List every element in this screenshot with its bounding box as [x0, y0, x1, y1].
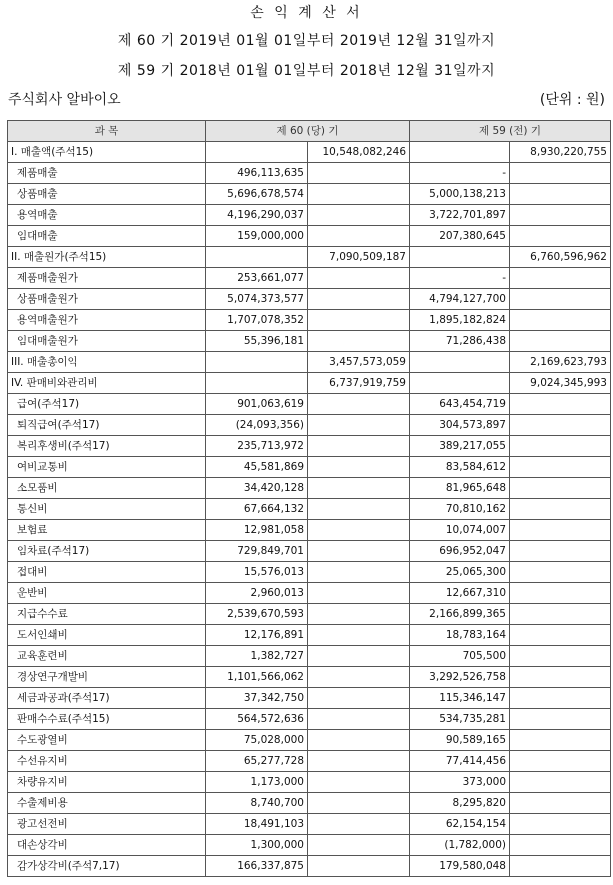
table-row — [8, 730, 611, 751]
table-row — [8, 625, 611, 646]
current-detail-amount: 253,661,077 — [206, 268, 308, 289]
current-detail-amount: 729,849,701 — [206, 541, 308, 562]
prior-total-amount — [510, 562, 611, 583]
prior-total-amount — [510, 730, 611, 751]
table-row — [8, 415, 611, 436]
table-row — [8, 772, 611, 793]
current-total-amount: 6,737,919,759 — [308, 373, 410, 394]
prior-detail-amount: 643,454,719 — [410, 394, 510, 415]
prior-detail-amount: 70,810,162 — [410, 499, 510, 520]
current-detail-amount: 159,000,000 — [206, 226, 308, 247]
current-total-amount — [308, 520, 410, 541]
prior-detail-amount: 696,952,047 — [410, 541, 510, 562]
current-detail-amount: 45,581,869 — [206, 457, 308, 478]
prior-detail-amount: 83,584,612 — [410, 457, 510, 478]
current-total-amount: 10,548,082,246 — [308, 142, 410, 163]
prior-total-amount — [510, 268, 611, 289]
current-detail-amount: 37,342,750 — [206, 688, 308, 709]
current-detail-amount: 8,740,700 — [206, 793, 308, 814]
table-row — [8, 835, 611, 856]
prior-detail-amount: 25,065,300 — [410, 562, 510, 583]
current-detail-amount: 1,300,000 — [206, 835, 308, 856]
table-row — [8, 268, 611, 289]
table-body — [8, 142, 611, 877]
current-total-amount: 3,457,573,059 — [308, 352, 410, 373]
account-label: 광고선전비 — [8, 814, 206, 835]
prior-detail-amount: 705,500 — [410, 646, 510, 667]
account-label: 소모품비 — [8, 478, 206, 499]
current-detail-amount: 1,382,727 — [206, 646, 308, 667]
account-label: 임대매출 — [8, 226, 206, 247]
current-detail-amount: 496,113,635 — [206, 163, 308, 184]
prior-total-amount — [510, 289, 611, 310]
prior-total-amount — [510, 751, 611, 772]
prior-total-amount — [510, 163, 611, 184]
prior-total-amount — [510, 814, 611, 835]
prior-total-amount — [510, 583, 611, 604]
prior-total-amount — [510, 205, 611, 226]
current-total-amount — [308, 499, 410, 520]
prior-detail-amount — [410, 373, 510, 394]
current-detail-amount — [206, 142, 308, 163]
account-label: 지급수수료 — [8, 604, 206, 625]
prior-detail-amount: 3,292,526,758 — [410, 667, 510, 688]
prior-detail-amount: 304,573,897 — [410, 415, 510, 436]
account-label: I. 매출액(주석15) — [8, 142, 206, 163]
current-detail-amount: 5,696,678,574 — [206, 184, 308, 205]
current-total-amount — [308, 310, 410, 331]
table-row — [8, 709, 611, 730]
prior-total-amount — [510, 541, 611, 562]
account-label: 교육훈련비 — [8, 646, 206, 667]
current-total-amount — [308, 541, 410, 562]
current-detail-amount: (24,093,356) — [206, 415, 308, 436]
header-account: 과 목 — [8, 121, 206, 142]
account-label: 임대매출원가 — [8, 331, 206, 352]
header-prior-period: 제 59 (전) 기 — [410, 121, 611, 142]
table-row — [8, 331, 611, 352]
current-total-amount — [308, 415, 410, 436]
statement-title: 손 익 계 산 서 — [250, 5, 363, 21]
prior-detail-amount: 3,722,701,897 — [410, 205, 510, 226]
current-total-amount — [308, 457, 410, 478]
prior-total-amount — [510, 457, 611, 478]
company-name: 주식회사 알바이오 — [8, 92, 121, 108]
current-total-amount — [308, 226, 410, 247]
prior-total-amount — [510, 625, 611, 646]
account-label: 상품매출 — [8, 184, 206, 205]
prior-total-amount: 9,024,345,993 — [510, 373, 611, 394]
account-label: 제품매출원가 — [8, 268, 206, 289]
table-row — [8, 205, 611, 226]
table-row — [8, 646, 611, 667]
account-label: 세금과공과(주석17) — [8, 688, 206, 709]
current-detail-amount: 235,713,972 — [206, 436, 308, 457]
table-row — [8, 226, 611, 247]
table-row — [8, 184, 611, 205]
prior-detail-amount: 389,217,055 — [410, 436, 510, 457]
current-detail-amount: 564,572,636 — [206, 709, 308, 730]
table-row — [8, 604, 611, 625]
account-label: 급여(주석17) — [8, 394, 206, 415]
prior-detail-amount: 8,295,820 — [410, 793, 510, 814]
prior-total-amount — [510, 184, 611, 205]
account-label: 수도광열비 — [8, 730, 206, 751]
account-label: 수출제비용 — [8, 793, 206, 814]
current-detail-amount — [206, 247, 308, 268]
current-total-amount — [308, 772, 410, 793]
account-label: 판매수수료(주석15) — [8, 709, 206, 730]
prior-detail-amount: 5,000,138,213 — [410, 184, 510, 205]
current-total-amount — [308, 394, 410, 415]
account-label: 임차료(주석17) — [8, 541, 206, 562]
prior-total-amount — [510, 604, 611, 625]
account-label: IV. 판매비와관리비 — [8, 373, 206, 394]
current-total-amount — [308, 751, 410, 772]
current-total-amount — [308, 856, 410, 877]
current-total-amount — [308, 625, 410, 646]
table-header-row — [8, 121, 611, 142]
account-label: 퇴직급여(주석17) — [8, 415, 206, 436]
table-row — [8, 751, 611, 772]
currency-unit: (단위 : 원) — [539, 92, 605, 108]
prior-detail-amount: 1,895,182,824 — [410, 310, 510, 331]
table-row — [8, 667, 611, 688]
prior-total-amount — [510, 688, 611, 709]
current-detail-amount: 1,101,566,062 — [206, 667, 308, 688]
current-total-amount — [308, 205, 410, 226]
current-total-amount — [308, 583, 410, 604]
prior-total-amount — [510, 835, 611, 856]
table-row — [8, 541, 611, 562]
current-total-amount — [308, 604, 410, 625]
account-label: 제품매출 — [8, 163, 206, 184]
account-label: III. 매출총이익 — [8, 352, 206, 373]
table-row — [8, 457, 611, 478]
current-detail-amount: 1,173,000 — [206, 772, 308, 793]
current-detail-amount: 901,063,619 — [206, 394, 308, 415]
prior-detail-amount: - — [410, 268, 510, 289]
table-row — [8, 352, 611, 373]
account-label: 차량유지비 — [8, 772, 206, 793]
prior-detail-amount: 90,589,165 — [410, 730, 510, 751]
account-label: 용역매출 — [8, 205, 206, 226]
current-detail-amount: 67,664,132 — [206, 499, 308, 520]
prior-total-amount — [510, 415, 611, 436]
account-label: 감가상각비(주석7,17) — [8, 856, 206, 877]
account-label: 용역매출원가 — [8, 310, 206, 331]
header-current-period: 제 60 (당) 기 — [206, 121, 410, 142]
table-row — [8, 499, 611, 520]
current-detail-amount — [206, 373, 308, 394]
current-total-amount — [308, 562, 410, 583]
account-label: 접대비 — [8, 562, 206, 583]
current-total-amount — [308, 730, 410, 751]
account-label: 상품매출원가 — [8, 289, 206, 310]
period-prior: 제 59 기 2018년 01월 01일부터 2018년 12월 31일까지 — [117, 63, 496, 79]
prior-total-amount — [510, 793, 611, 814]
account-label: 대손상각비 — [8, 835, 206, 856]
prior-total-amount — [510, 772, 611, 793]
account-label: 여비교통비 — [8, 457, 206, 478]
account-label: II. 매출원가(주석15) — [8, 247, 206, 268]
current-detail-amount: 18,491,103 — [206, 814, 308, 835]
prior-total-amount — [510, 499, 611, 520]
account-label: 수선유지비 — [8, 751, 206, 772]
account-label: 통신비 — [8, 499, 206, 520]
prior-total-amount: 8,930,220,755 — [510, 142, 611, 163]
prior-total-amount — [510, 520, 611, 541]
current-detail-amount: 12,981,058 — [206, 520, 308, 541]
table-row — [8, 478, 611, 499]
prior-detail-amount: 18,783,164 — [410, 625, 510, 646]
prior-detail-amount: 71,286,438 — [410, 331, 510, 352]
current-total-amount — [308, 709, 410, 730]
current-total-amount — [308, 184, 410, 205]
prior-total-amount — [510, 394, 611, 415]
prior-detail-amount: 4,794,127,700 — [410, 289, 510, 310]
prior-detail-amount: 373,000 — [410, 772, 510, 793]
table-row — [8, 688, 611, 709]
table-row — [8, 373, 611, 394]
table-row — [8, 247, 611, 268]
table-row — [8, 310, 611, 331]
prior-total-amount — [510, 709, 611, 730]
current-detail-amount: 1,707,078,352 — [206, 310, 308, 331]
current-detail-amount: 2,960,013 — [206, 583, 308, 604]
prior-detail-amount: 115,346,147 — [410, 688, 510, 709]
prior-total-amount — [510, 226, 611, 247]
prior-detail-amount: - — [410, 163, 510, 184]
table-row — [8, 394, 611, 415]
prior-detail-amount: (1,782,000) — [410, 835, 510, 856]
prior-detail-amount: 179,580,048 — [410, 856, 510, 877]
current-total-amount — [308, 688, 410, 709]
current-total-amount — [308, 478, 410, 499]
prior-detail-amount — [410, 142, 510, 163]
prior-detail-amount — [410, 247, 510, 268]
current-total-amount — [308, 835, 410, 856]
period-current: 제 60 기 2019년 01월 01일부터 2019년 12월 31일까지 — [117, 33, 496, 49]
current-detail-amount: 5,074,373,577 — [206, 289, 308, 310]
current-detail-amount: 65,277,728 — [206, 751, 308, 772]
current-detail-amount: 166,337,875 — [206, 856, 308, 877]
table-row — [8, 814, 611, 835]
current-total-amount — [308, 331, 410, 352]
account-label: 경상연구개발비 — [8, 667, 206, 688]
table-row — [8, 856, 611, 877]
table-row — [8, 436, 611, 457]
current-detail-amount: 12,176,891 — [206, 625, 308, 646]
account-label: 복리후생비(주석17) — [8, 436, 206, 457]
prior-detail-amount: 77,414,456 — [410, 751, 510, 772]
current-detail-amount: 34,420,128 — [206, 478, 308, 499]
table-row — [8, 520, 611, 541]
current-total-amount — [308, 289, 410, 310]
prior-detail-amount: 207,380,645 — [410, 226, 510, 247]
current-detail-amount: 15,576,013 — [206, 562, 308, 583]
current-detail-amount: 55,396,181 — [206, 331, 308, 352]
account-label: 보험료 — [8, 520, 206, 541]
prior-total-amount — [510, 667, 611, 688]
prior-total-amount: 6,760,596,962 — [510, 247, 611, 268]
prior-total-amount — [510, 856, 611, 877]
prior-detail-amount: 12,667,310 — [410, 583, 510, 604]
current-total-amount — [308, 667, 410, 688]
prior-total-amount: 2,169,623,793 — [510, 352, 611, 373]
prior-total-amount — [510, 478, 611, 499]
current-total-amount — [308, 163, 410, 184]
table-row — [8, 289, 611, 310]
current-total-amount — [308, 646, 410, 667]
prior-total-amount — [510, 331, 611, 352]
prior-detail-amount: 10,074,007 — [410, 520, 510, 541]
prior-total-amount — [510, 310, 611, 331]
table-row — [8, 562, 611, 583]
prior-total-amount — [510, 646, 611, 667]
prior-detail-amount — [410, 352, 510, 373]
current-total-amount — [308, 793, 410, 814]
current-detail-amount — [206, 352, 308, 373]
table-row — [8, 583, 611, 604]
table-row — [8, 163, 611, 184]
current-detail-amount: 2,539,670,593 — [206, 604, 308, 625]
current-detail-amount: 75,028,000 — [206, 730, 308, 751]
current-total-amount — [308, 814, 410, 835]
prior-detail-amount: 62,154,154 — [410, 814, 510, 835]
table-row — [8, 142, 611, 163]
account-label: 운반비 — [8, 583, 206, 604]
current-detail-amount: 4,196,290,037 — [206, 205, 308, 226]
income-statement-table — [7, 120, 611, 877]
current-total-amount — [308, 268, 410, 289]
prior-detail-amount: 2,166,899,365 — [410, 604, 510, 625]
table-row — [8, 793, 611, 814]
prior-detail-amount: 534,735,281 — [410, 709, 510, 730]
prior-total-amount — [510, 436, 611, 457]
current-total-amount — [308, 436, 410, 457]
account-label: 도서인쇄비 — [8, 625, 206, 646]
prior-detail-amount: 81,965,648 — [410, 478, 510, 499]
current-total-amount: 7,090,509,187 — [308, 247, 410, 268]
